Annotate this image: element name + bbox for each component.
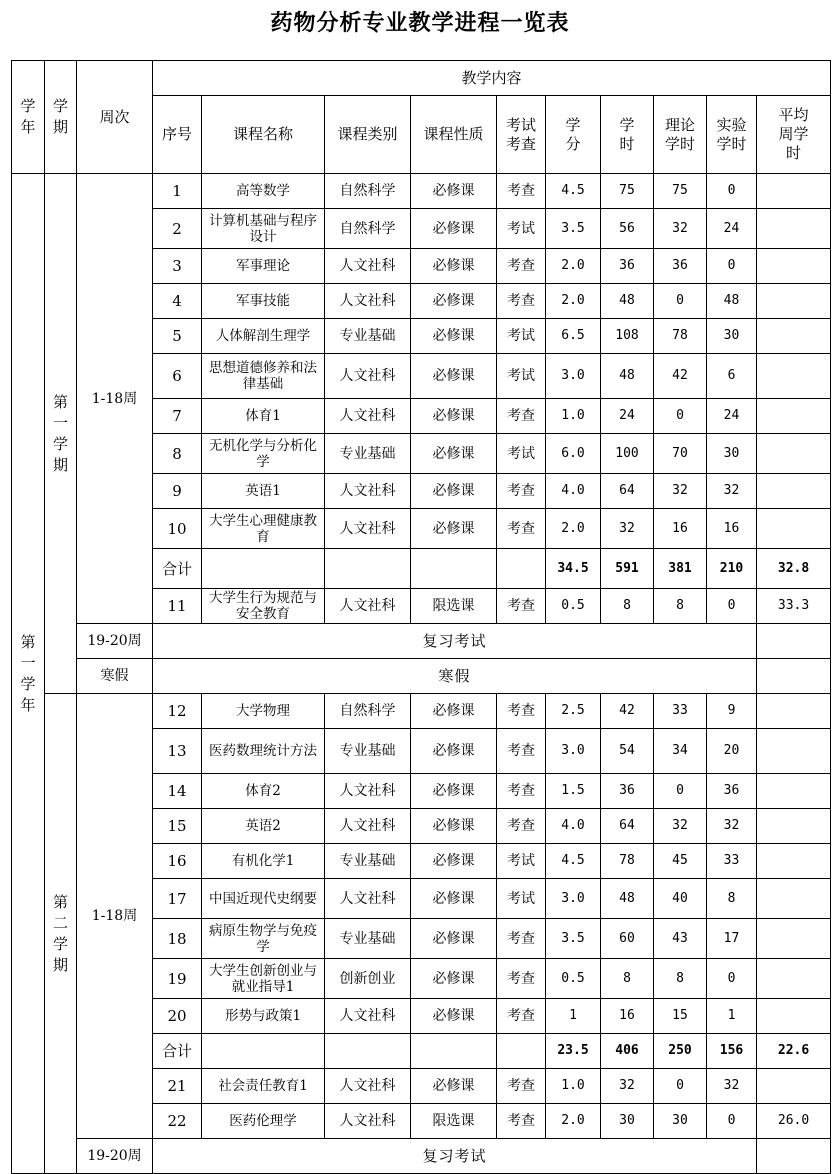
course-avg-week-hours [757,474,831,509]
course-credit: 4.5 [546,844,601,879]
semester1-weeks: 1-18周 [77,174,153,624]
course-lab-hours: 16 [707,509,757,549]
course-name: 人体解剖生理学 [202,319,325,354]
course-category: 人文社科 [325,509,411,549]
course-credit: 2.5 [546,694,601,729]
course-theory-hours: 33 [654,694,707,729]
course-category: 专业基础 [325,729,411,774]
course-nature: 必修课 [411,354,497,399]
course-name: 医药伦理学 [202,1104,325,1139]
course-theory-hours: 8 [654,959,707,999]
course-name: 军事技能 [202,284,325,319]
course-hours: 64 [601,474,654,509]
course-credit: 2.0 [546,1104,601,1139]
course-exam: 考查 [497,774,546,809]
course-lab-hours: 0 [707,174,757,209]
course-exam: 考查 [497,729,546,774]
header-year [12,61,45,174]
course-category: 人文社科 [325,249,411,284]
course-name: 英语1 [202,474,325,509]
course-seq: 2 [153,209,202,249]
course-theory-hours: 36 [654,249,707,284]
course-hours: 64 [601,809,654,844]
total-credit: 23.5 [546,1034,601,1069]
course-category: 自然科学 [325,174,411,209]
course-theory-hours: 32 [654,474,707,509]
semester2-weeks: 1-18周 [77,694,153,1139]
course-nature: 必修课 [411,694,497,729]
course-lab-hours: 17 [707,919,757,959]
course-credit: 2.0 [546,284,601,319]
header-year-text: 学年 [20,97,36,136]
course-exam: 考查 [497,694,546,729]
course-credit: 0.5 [546,959,601,999]
course-seq: 16 [153,844,202,879]
course-credit: 1.5 [546,774,601,809]
course-hours: 24 [601,399,654,434]
total-hours: 591 [601,549,654,589]
course-theory-hours: 70 [654,434,707,474]
course-seq: 20 [153,999,202,1034]
schedule-body [12,61,831,1174]
course-nature: 必修课 [411,879,497,919]
course-lab-hours: 24 [707,209,757,249]
total-credit: 34.5 [546,549,601,589]
header-week: 周次 [77,61,153,174]
course-avg-week-hours [757,999,831,1034]
total-empty-category [325,1034,411,1069]
header-avg-week-hours-text: 平均周学时 [778,106,809,162]
course-exam: 考查 [497,1069,546,1104]
course-hours: 54 [601,729,654,774]
course-seq: 15 [153,809,202,844]
course-lab-hours: 1 [707,999,757,1034]
course-exam: 考查 [497,919,546,959]
course-credit: 3.0 [546,729,601,774]
course-category: 专业基础 [325,844,411,879]
semester2-label-text: 第二学期 [52,892,68,974]
course-nature: 必修课 [411,319,497,354]
course-nature: 必修课 [411,1069,497,1104]
course-nature: 必修课 [411,399,497,434]
course-credit: 0.5 [546,589,601,624]
total-empty-name [202,549,325,589]
course-credit: 6.0 [546,434,601,474]
course-category: 专业基础 [325,919,411,959]
course-avg-week-hours [757,694,831,729]
course-hours: 32 [601,509,654,549]
course-nature: 必修课 [411,209,497,249]
course-nature: 必修课 [411,474,497,509]
course-avg-week-hours [757,844,831,879]
total-empty-category [325,549,411,589]
course-name: 病原生物学与免疫学 [202,919,325,959]
header-theory-hours [654,96,707,174]
course-lab-hours: 36 [707,774,757,809]
course-hours: 75 [601,174,654,209]
header-category: 课程类别 [325,96,411,174]
course-credit: 1.0 [546,399,601,434]
total-lab-hours: 210 [707,549,757,589]
course-seq: 4 [153,284,202,319]
course-credit: 1 [546,999,601,1034]
course-hours: 48 [601,354,654,399]
course-seq: 19 [153,959,202,999]
course-avg-week-hours [757,1069,831,1104]
page-title: 药物分析专业教学进程一览表 [270,10,570,36]
course-nature: 必修课 [411,284,497,319]
course-name: 体育1 [202,399,325,434]
total-avg-week-hours: 32.8 [757,549,831,589]
course-avg-week-hours [757,879,831,919]
course-hours: 42 [601,694,654,729]
course-credit: 4.0 [546,474,601,509]
course-seq: 11 [153,589,202,624]
course-theory-hours: 42 [654,354,707,399]
course-theory-hours: 40 [654,879,707,919]
course-exam: 考查 [497,474,546,509]
course-exam: 考查 [497,589,546,624]
course-theory-hours: 32 [654,209,707,249]
course-nature: 必修课 [411,844,497,879]
course-category: 自然科学 [325,209,411,249]
course-category: 人文社科 [325,354,411,399]
course-name: 有机化学1 [202,844,325,879]
course-credit: 3.5 [546,919,601,959]
course-name: 大学生行为规范与安全教育 [202,589,325,624]
course-credit: 4.5 [546,174,601,209]
course-hours: 8 [601,589,654,624]
course-nature: 必修课 [411,999,497,1034]
course-category: 人文社科 [325,774,411,809]
course-name: 大学生心理健康教育 [202,509,325,549]
course-name: 高等数学 [202,174,325,209]
course-exam: 考查 [497,999,546,1034]
course-name: 计算机基础与程序设计 [202,209,325,249]
course-lab-hours: 0 [707,959,757,999]
course-seq: 9 [153,474,202,509]
course-exam: 考试 [497,434,546,474]
course-nature: 必修课 [411,919,497,959]
course-avg-week-hours [757,174,831,209]
course-lab-hours: 20 [707,729,757,774]
course-name: 大学物理 [202,694,325,729]
total-theory-hours: 250 [654,1034,707,1069]
course-avg-week-hours [757,354,831,399]
course-name: 中国近现代史纲要 [202,879,325,919]
course-exam: 考查 [497,174,546,209]
course-hours: 8 [601,959,654,999]
course-category: 人文社科 [325,589,411,624]
course-category: 人文社科 [325,284,411,319]
course-avg-week-hours [757,809,831,844]
course-theory-hours: 75 [654,174,707,209]
course-avg-week-hours: 33.3 [757,589,831,624]
course-hours: 100 [601,434,654,474]
course-theory-hours: 15 [654,999,707,1034]
course-nature: 必修课 [411,174,497,209]
course-theory-hours: 32 [654,809,707,844]
course-hours: 30 [601,1104,654,1139]
course-lab-hours: 6 [707,354,757,399]
course-category: 人文社科 [325,1069,411,1104]
header-credit [546,96,601,174]
course-name: 思想道德修养和法律基础 [202,354,325,399]
course-credit: 2.0 [546,249,601,284]
course-theory-hours: 78 [654,319,707,354]
course-avg-week-hours [757,509,831,549]
vacation-label: 寒假 [77,659,153,694]
course-theory-hours: 0 [654,1069,707,1104]
review-empty-avg [757,624,831,659]
course-exam: 考查 [497,1104,546,1139]
semester1-label [45,174,77,694]
header-seq: 序号 [153,96,202,174]
course-category: 人文社科 [325,999,411,1034]
course-name: 英语2 [202,809,325,844]
course-avg-week-hours [757,729,831,774]
course-name: 体育2 [202,774,325,809]
course-seq: 3 [153,249,202,284]
course-theory-hours: 34 [654,729,707,774]
total-label: 合计 [153,549,202,589]
course-credit: 2.0 [546,509,601,549]
course-lab-hours: 0 [707,1104,757,1139]
total-hours: 406 [601,1034,654,1069]
course-exam: 考查 [497,959,546,999]
course-avg-week-hours [757,209,831,249]
course-category: 人文社科 [325,1104,411,1139]
course-exam: 考试 [497,319,546,354]
schedule-table [11,60,831,1174]
course-exam: 考查 [497,249,546,284]
course-seq: 6 [153,354,202,399]
course-avg-week-hours [757,319,831,354]
course-nature: 限选课 [411,1104,497,1139]
total-lab-hours: 156 [707,1034,757,1069]
total-empty-exam [497,549,546,589]
header-content: 教学内容 [153,61,831,96]
course-exam: 考试 [497,844,546,879]
course-seq: 10 [153,509,202,549]
total-empty-name [202,1034,325,1069]
course-lab-hours: 48 [707,284,757,319]
course-name: 社会责任教育1 [202,1069,325,1104]
total-empty-nature [411,549,497,589]
course-nature: 必修课 [411,249,497,284]
course-seq: 1 [153,174,202,209]
course-hours: 78 [601,844,654,879]
course-name: 形势与政策1 [202,999,325,1034]
course-avg-week-hours [757,399,831,434]
course-nature: 必修课 [411,509,497,549]
course-exam: 考查 [497,399,546,434]
course-name: 无机化学与分析化学 [202,434,325,474]
header-semester-text: 学期 [52,97,68,136]
course-credit: 3.0 [546,354,601,399]
course-seq: 17 [153,879,202,919]
header-nature: 课程性质 [411,96,497,174]
course-theory-hours: 8 [654,589,707,624]
course-credit: 6.5 [546,319,601,354]
semester2-label [45,694,77,1174]
course-avg-week-hours [757,919,831,959]
header-credit-text: 学分 [565,115,581,153]
header-semester [45,61,77,174]
semester1-review-weeks: 19-20周 [77,624,153,659]
course-nature: 必修课 [411,809,497,844]
course-seq: 22 [153,1104,202,1139]
course-exam: 考查 [497,284,546,319]
course-lab-hours: 0 [707,249,757,284]
course-category: 自然科学 [325,694,411,729]
vacation-text: 寒假 [153,659,757,694]
course-seq: 14 [153,774,202,809]
total-empty-nature [411,1034,497,1069]
year-label-text: 第一学年 [20,632,36,714]
course-lab-hours: 24 [707,399,757,434]
course-name: 大学生创新创业与就业指导1 [202,959,325,999]
course-category: 人文社科 [325,809,411,844]
course-seq: 21 [153,1069,202,1104]
course-lab-hours: 9 [707,694,757,729]
total-avg-week-hours: 22.6 [757,1034,831,1069]
course-hours: 36 [601,249,654,284]
course-seq: 13 [153,729,202,774]
course-credit: 1.0 [546,1069,601,1104]
course-credit: 4.0 [546,809,601,844]
course-hours: 108 [601,319,654,354]
course-seq: 5 [153,319,202,354]
header-avg-week-hours [757,96,831,174]
course-category: 专业基础 [325,319,411,354]
course-exam: 考试 [497,354,546,399]
course-exam: 考查 [497,809,546,844]
course-nature: 必修课 [411,774,497,809]
course-category: 专业基础 [325,434,411,474]
semester2-review-text: 复习考试 [153,1139,757,1174]
course-seq: 8 [153,434,202,474]
course-theory-hours: 45 [654,844,707,879]
course-exam: 考试 [497,879,546,919]
course-avg-week-hours [757,434,831,474]
table-row [12,174,831,209]
course-lab-hours: 32 [707,1069,757,1104]
header-row-top [12,61,831,96]
semester2-review-weeks: 19-20周 [77,1139,153,1174]
course-avg-week-hours [757,284,831,319]
header-exam [497,96,546,174]
course-hours: 48 [601,284,654,319]
course-category: 人文社科 [325,399,411,434]
course-name: 医药数理统计方法 [202,729,325,774]
header-lab-hours-text: 实验学时 [716,115,747,153]
course-avg-week-hours [757,249,831,284]
course-category: 创新创业 [325,959,411,999]
header-exam-text: 考试考查 [505,115,536,153]
course-credit: 3.5 [546,209,601,249]
header-theory-hours-text: 理论学时 [664,115,695,153]
course-theory-hours: 30 [654,1104,707,1139]
review-row [12,1139,831,1174]
semester1-review-text: 复习考试 [153,624,757,659]
total-label: 合计 [153,1034,202,1069]
vacation-row [12,659,831,694]
course-nature: 限选课 [411,589,497,624]
vacation-empty-avg [757,659,831,694]
course-lab-hours: 33 [707,844,757,879]
course-nature: 必修课 [411,959,497,999]
total-empty-exam [497,1034,546,1069]
course-avg-week-hours [757,959,831,999]
course-avg-week-hours: 26.0 [757,1104,831,1139]
table-row [12,694,831,729]
course-theory-hours: 0 [654,774,707,809]
course-hours: 48 [601,879,654,919]
course-nature: 必修课 [411,729,497,774]
course-seq: 18 [153,919,202,959]
course-lab-hours: 32 [707,809,757,844]
course-credit: 3.0 [546,879,601,919]
course-lab-hours: 32 [707,474,757,509]
course-hours: 60 [601,919,654,959]
course-lab-hours: 30 [707,319,757,354]
header-course-name: 课程名称 [202,96,325,174]
course-seq: 12 [153,694,202,729]
header-hours [601,96,654,174]
course-theory-hours: 0 [654,399,707,434]
total-theory-hours: 381 [654,549,707,589]
course-category: 人文社科 [325,879,411,919]
course-theory-hours: 0 [654,284,707,319]
year-label [12,174,45,1174]
review-row [12,624,831,659]
course-seq: 7 [153,399,202,434]
course-theory-hours: 43 [654,919,707,959]
course-category: 人文社科 [325,474,411,509]
course-exam: 考查 [497,509,546,549]
course-exam: 考试 [497,209,546,249]
course-theory-hours: 16 [654,509,707,549]
course-hours: 56 [601,209,654,249]
semester1-label-text: 第一学期 [52,392,68,474]
course-avg-week-hours [757,774,831,809]
course-lab-hours: 0 [707,589,757,624]
review-empty-avg [757,1139,831,1174]
header-lab-hours [707,96,757,174]
course-name: 军事理论 [202,249,325,284]
course-hours: 36 [601,774,654,809]
course-hours: 16 [601,999,654,1034]
course-hours: 32 [601,1069,654,1104]
course-nature: 必修课 [411,434,497,474]
header-hours-text: 学时 [619,115,635,153]
course-lab-hours: 30 [707,434,757,474]
course-lab-hours: 8 [707,879,757,919]
